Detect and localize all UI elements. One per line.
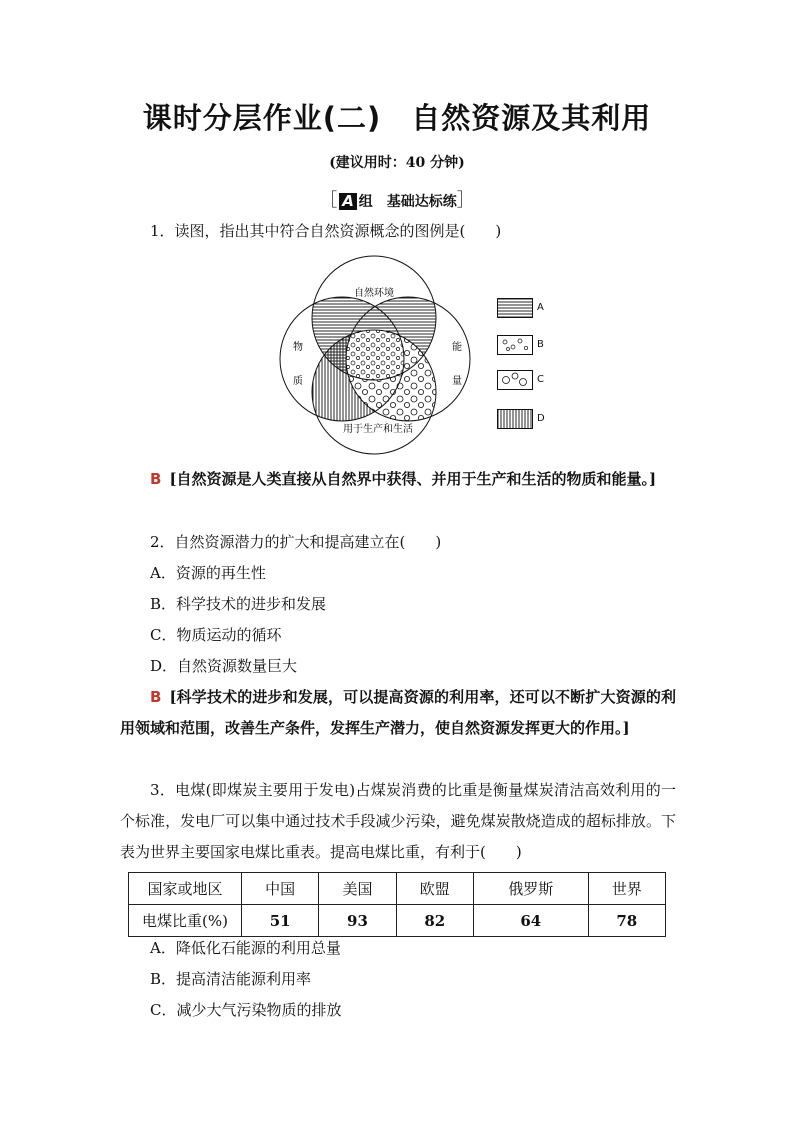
- q2-answer-text: [科学技术的进步和发展，可以提高资源的利用率，还可以不断扩大资源的利用领域和范围，改善生产条件，发挥生产潜力，使自然资源发挥更大的作用。]: [120, 688, 676, 737]
- table-header-cell: 俄罗斯: [473, 873, 588, 905]
- table-cell: 51: [242, 905, 319, 937]
- q3-option-a: A．降低化石能源的利用总量: [150, 939, 341, 957]
- group-label: 组 基础达标练: [358, 194, 457, 210]
- q2-answer: [120, 682, 676, 744]
- label-matter-1: 物: [293, 342, 303, 353]
- legend-a-swatch: [497, 298, 533, 318]
- title-right: 自然资源及其利用: [411, 101, 652, 135]
- page-title: [0, 96, 794, 137]
- q2-option-a: A．资源的再生性: [150, 564, 266, 582]
- q3-option-c: C．减少大气污染物质的排放: [150, 1001, 342, 1019]
- table-header-cell: 国家或地区: [129, 873, 242, 905]
- suggested-time: (建议用时：40 分钟): [329, 155, 465, 171]
- q2-option-b: B．科学技术的进步和发展: [150, 595, 327, 613]
- q3-stem: 3．电煤(即煤炭主要用于发电)占煤炭消费的比重是衡量煤炭清洁高效利用的一个标准，发电厂可以集中通过技术手段减少污染，避免煤炭散烧造成的超标排放。下表为世界主要国家电煤比重表。提高电煤比重，有利于( ): [120, 781, 676, 861]
- q1-answer-letter: B: [150, 470, 162, 488]
- coal-power-table: [128, 872, 666, 937]
- table-row: [129, 905, 666, 937]
- label-energy-2: 量: [452, 376, 462, 387]
- q1-answer-text: [自然资源是人类直接从自然界中获得、并用于生产和生活的物质和能量。]: [169, 470, 657, 488]
- table-cell: 64: [473, 905, 588, 937]
- q2-stem: 2．自然资源潜力的扩大和提高建立在( ): [150, 533, 442, 551]
- legend-d-swatch: [497, 409, 533, 429]
- title-left: 课时分层作业(二): [142, 101, 382, 135]
- table-header-cell: 世界: [588, 873, 665, 905]
- legend-b-label: B: [537, 339, 544, 350]
- group-letter: A: [339, 193, 357, 210]
- table-cell: 82: [396, 905, 473, 937]
- q2-answer-letter: B: [150, 688, 162, 706]
- q2-option-c: C．物质运动的循环: [150, 626, 282, 644]
- legend-c-swatch: [497, 370, 533, 390]
- label-production-life: 用于生产和生活: [343, 424, 413, 435]
- group-heading: ［ A 组 基础达标练］: [319, 190, 475, 211]
- legend-a-label: A: [537, 302, 544, 313]
- table-cell: 电煤比重(%): [129, 905, 242, 937]
- label-matter-2: 质: [293, 376, 303, 387]
- q2-option-d: D．自然资源数量巨大: [150, 657, 298, 675]
- q1-answer: [120, 464, 676, 495]
- table-header-row: [129, 873, 666, 905]
- table-cell: 78: [588, 905, 665, 937]
- legend-c-label: C: [537, 374, 544, 385]
- legend-d-label: D: [537, 413, 545, 424]
- legend-b-swatch: [497, 335, 533, 355]
- q1-stem: 1．读图，指出其中符合自然资源概念的图例是( ): [150, 222, 502, 240]
- table-cell: 93: [319, 905, 396, 937]
- table-header-cell: 美国: [319, 873, 396, 905]
- venn-diagram: [270, 252, 480, 457]
- table-header-cell: 中国: [242, 873, 319, 905]
- label-natural-environment: 自然环境: [354, 288, 394, 299]
- q3-option-b: B．提高清洁能源利用率: [150, 970, 312, 988]
- label-energy-1: 能: [452, 342, 462, 353]
- table-header-cell: 欧盟: [396, 873, 473, 905]
